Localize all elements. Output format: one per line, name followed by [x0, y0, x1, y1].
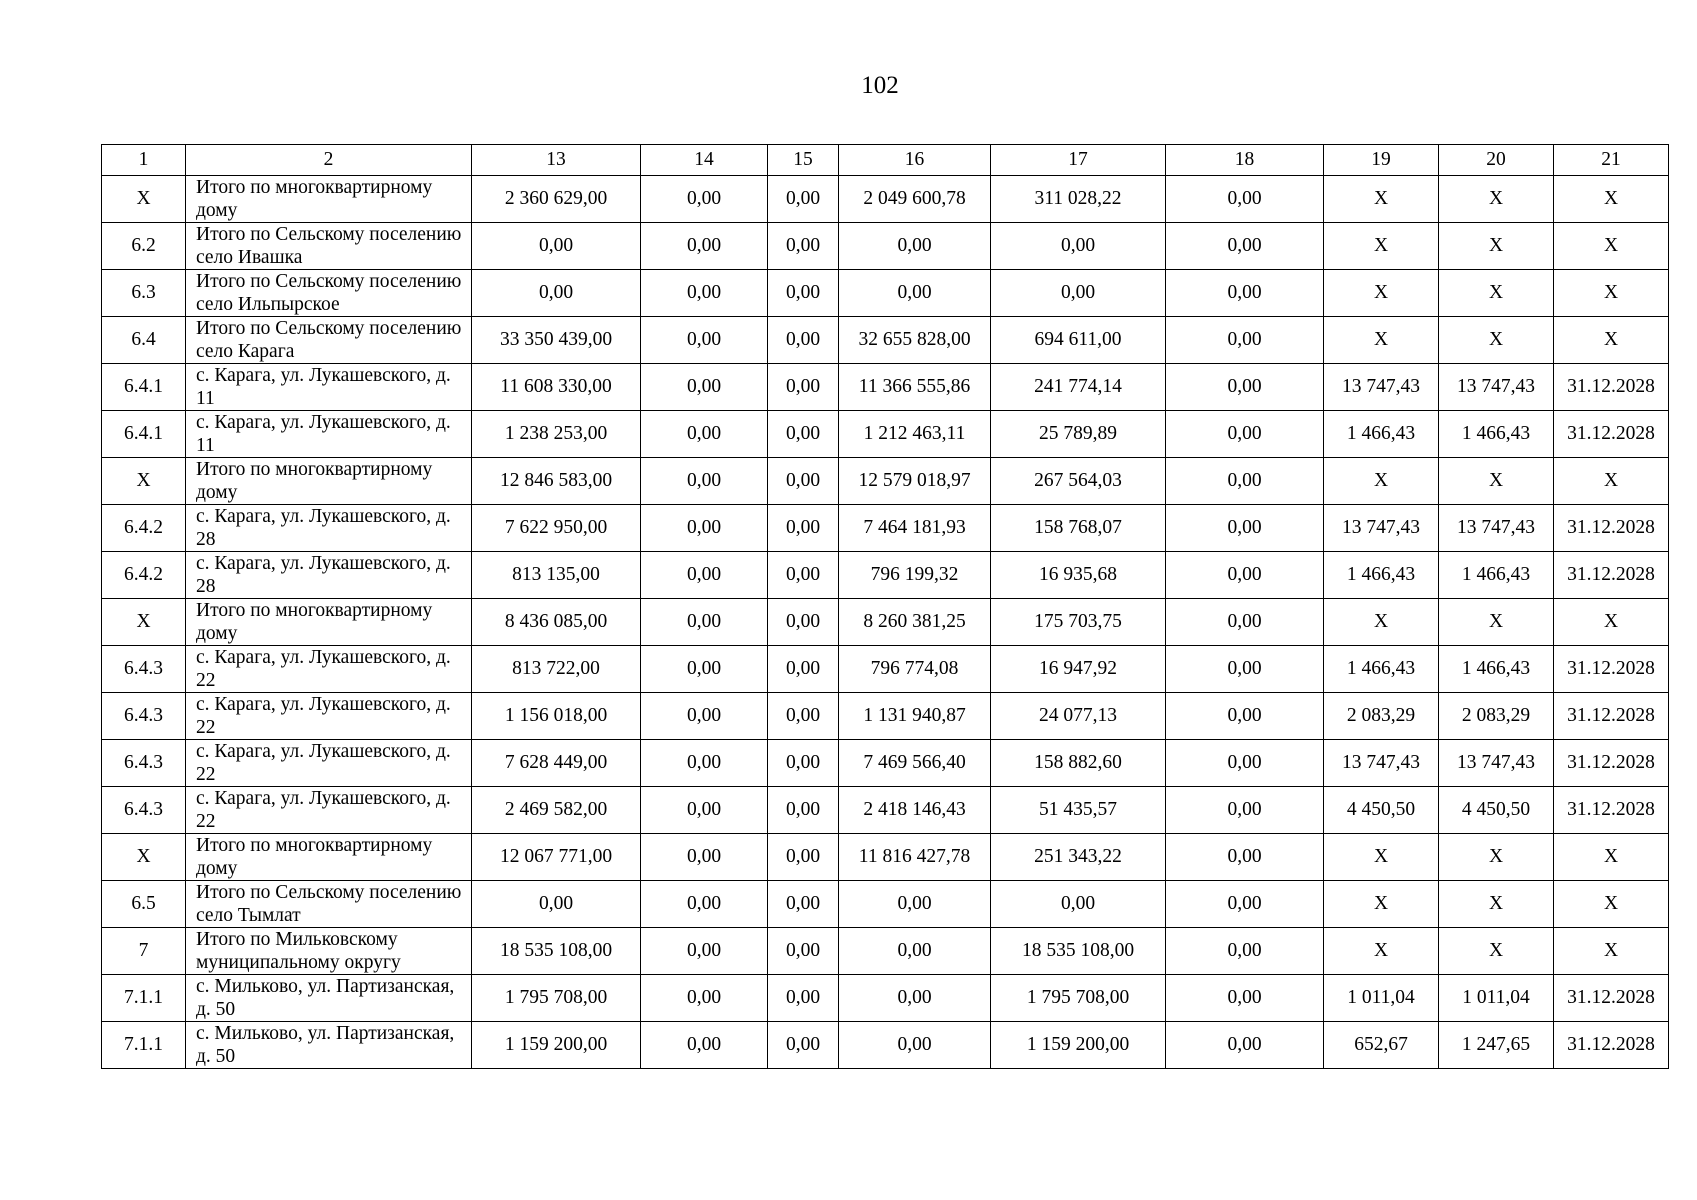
col17-cell: 18 535 108,00 [991, 928, 1166, 975]
row-number-cell: 6.4.3 [102, 787, 186, 834]
col18-cell: 0,00 [1166, 458, 1324, 505]
col21-cell: Х [1554, 458, 1669, 505]
col21-cell: 31.12.2028 [1554, 411, 1669, 458]
col16-cell: 12 579 018,97 [839, 458, 991, 505]
name-cell: с. Карага, ул. Лукашевского, д. 28 [186, 552, 472, 599]
col18-cell: 0,00 [1166, 693, 1324, 740]
col17-cell: 0,00 [991, 881, 1166, 928]
col16-cell: 796 774,08 [839, 646, 991, 693]
header-cell: 17 [991, 145, 1166, 176]
col14-cell: 0,00 [641, 317, 768, 364]
col15-cell: 0,00 [768, 646, 839, 693]
col19-cell: 1 466,43 [1324, 552, 1439, 599]
col18-cell: 0,00 [1166, 646, 1324, 693]
col20-cell: Х [1439, 270, 1554, 317]
col21-cell: Х [1554, 599, 1669, 646]
col19-cell: Х [1324, 599, 1439, 646]
col16-cell: 0,00 [839, 881, 991, 928]
col19-cell: Х [1324, 317, 1439, 364]
table-row [102, 787, 1669, 834]
col20-cell: 13 747,43 [1439, 364, 1554, 411]
col16-cell: 1 212 463,11 [839, 411, 991, 458]
col14-cell: 0,00 [641, 646, 768, 693]
row-number-cell: Х [102, 599, 186, 646]
row-number-cell: 7.1.1 [102, 975, 186, 1022]
col15-cell: 0,00 [768, 975, 839, 1022]
name-cell: Итого по многоквартирному дому [186, 458, 472, 505]
header-cell: 16 [839, 145, 991, 176]
col14-cell: 0,00 [641, 975, 768, 1022]
name-cell: с. Карага, ул. Лукашевского, д. 11 [186, 364, 472, 411]
name-cell: Итого по Сельскому поселению село Тымлат [186, 881, 472, 928]
table-row [102, 881, 1669, 928]
col19-cell: Х [1324, 834, 1439, 881]
col14-cell: 0,00 [641, 787, 768, 834]
col15-cell: 0,00 [768, 364, 839, 411]
col15-cell: 0,00 [768, 552, 839, 599]
col13-cell: 18 535 108,00 [472, 928, 641, 975]
row-number-cell: Х [102, 458, 186, 505]
row-number-cell: 7.1.1 [102, 1022, 186, 1069]
header-cell: 2 [186, 145, 472, 176]
col13-cell: 2 469 582,00 [472, 787, 641, 834]
col21-cell: 31.12.2028 [1554, 364, 1669, 411]
col14-cell: 0,00 [641, 270, 768, 317]
name-cell: с. Мильково, ул. Партизанская, д. 50 [186, 1022, 472, 1069]
col18-cell: 0,00 [1166, 411, 1324, 458]
col20-cell: 1 466,43 [1439, 646, 1554, 693]
row-number-cell: 6.3 [102, 270, 186, 317]
col21-cell: Х [1554, 834, 1669, 881]
col13-cell: 12 846 583,00 [472, 458, 641, 505]
col17-cell: 51 435,57 [991, 787, 1166, 834]
col16-cell: 0,00 [839, 270, 991, 317]
col15-cell: 0,00 [768, 176, 839, 223]
col18-cell: 0,00 [1166, 364, 1324, 411]
col20-cell: 1 011,04 [1439, 975, 1554, 1022]
col15-cell: 0,00 [768, 270, 839, 317]
col20-cell: Х [1439, 223, 1554, 270]
col19-cell: Х [1324, 270, 1439, 317]
col20-cell: 2 083,29 [1439, 693, 1554, 740]
data-table [101, 144, 1669, 1069]
name-cell: Итого по Сельскому поселению село Карага [186, 317, 472, 364]
col16-cell: 0,00 [839, 223, 991, 270]
table-row [102, 740, 1669, 787]
name-cell: с. Карага, ул. Лукашевского, д. 22 [186, 646, 472, 693]
col20-cell: Х [1439, 881, 1554, 928]
col18-cell: 0,00 [1166, 552, 1324, 599]
col13-cell: 0,00 [472, 223, 641, 270]
name-cell: с. Карага, ул. Лукашевского, д. 22 [186, 693, 472, 740]
col19-cell: Х [1324, 458, 1439, 505]
col15-cell: 0,00 [768, 928, 839, 975]
col14-cell: 0,00 [641, 223, 768, 270]
col14-cell: 0,00 [641, 740, 768, 787]
col13-cell: 813 135,00 [472, 552, 641, 599]
col13-cell: 0,00 [472, 270, 641, 317]
col21-cell: 31.12.2028 [1554, 693, 1669, 740]
col19-cell: Х [1324, 928, 1439, 975]
row-number-cell: 7 [102, 928, 186, 975]
col15-cell: 0,00 [768, 881, 839, 928]
name-cell: Итого по Сельскому поселению село Ильпырское [186, 270, 472, 317]
col20-cell: Х [1439, 317, 1554, 364]
header-cell: 20 [1439, 145, 1554, 176]
col16-cell: 11 366 555,86 [839, 364, 991, 411]
col16-cell: 8 260 381,25 [839, 599, 991, 646]
row-number-cell: 6.4 [102, 317, 186, 364]
col17-cell: 0,00 [991, 270, 1166, 317]
col17-cell: 175 703,75 [991, 599, 1166, 646]
col15-cell: 0,00 [768, 505, 839, 552]
name-cell: Итого по Сельскому поселению село Ивашка [186, 223, 472, 270]
col19-cell: 1 466,43 [1324, 411, 1439, 458]
table-row [102, 223, 1669, 270]
header-cell: 18 [1166, 145, 1324, 176]
col14-cell: 0,00 [641, 505, 768, 552]
col18-cell: 0,00 [1166, 176, 1324, 223]
table-row [102, 270, 1669, 317]
col18-cell: 0,00 [1166, 740, 1324, 787]
col18-cell: 0,00 [1166, 270, 1324, 317]
col19-cell: 13 747,43 [1324, 740, 1439, 787]
col20-cell: Х [1439, 458, 1554, 505]
col20-cell: 4 450,50 [1439, 787, 1554, 834]
col19-cell: 13 747,43 [1324, 505, 1439, 552]
name-cell: с. Карага, ул. Лукашевского, д. 22 [186, 740, 472, 787]
col13-cell: 2 360 629,00 [472, 176, 641, 223]
col13-cell: 7 628 449,00 [472, 740, 641, 787]
col21-cell: 31.12.2028 [1554, 646, 1669, 693]
col21-cell: 31.12.2028 [1554, 787, 1669, 834]
col18-cell: 0,00 [1166, 599, 1324, 646]
col16-cell: 2 418 146,43 [839, 787, 991, 834]
header-cell: 1 [102, 145, 186, 176]
col13-cell: 7 622 950,00 [472, 505, 641, 552]
row-number-cell: 6.4.2 [102, 505, 186, 552]
table-row [102, 1022, 1669, 1069]
col15-cell: 0,00 [768, 317, 839, 364]
col21-cell: 31.12.2028 [1554, 1022, 1669, 1069]
header-cell: 19 [1324, 145, 1439, 176]
col21-cell: 31.12.2028 [1554, 505, 1669, 552]
row-number-cell: 6.4.2 [102, 552, 186, 599]
col16-cell: 7 469 566,40 [839, 740, 991, 787]
col18-cell: 0,00 [1166, 317, 1324, 364]
col13-cell: 33 350 439,00 [472, 317, 641, 364]
header-cell: 13 [472, 145, 641, 176]
col17-cell: 24 077,13 [991, 693, 1166, 740]
name-cell: Итого по многоквартирному дому [186, 834, 472, 881]
col18-cell: 0,00 [1166, 975, 1324, 1022]
col15-cell: 0,00 [768, 1022, 839, 1069]
col21-cell: Х [1554, 881, 1669, 928]
col16-cell: 32 655 828,00 [839, 317, 991, 364]
name-cell: с. Карага, ул. Лукашевского, д. 28 [186, 505, 472, 552]
col17-cell: 311 028,22 [991, 176, 1166, 223]
col16-cell: 796 199,32 [839, 552, 991, 599]
col21-cell: 31.12.2028 [1554, 552, 1669, 599]
col16-cell: 7 464 181,93 [839, 505, 991, 552]
row-number-cell: 6.2 [102, 223, 186, 270]
col17-cell: 158 882,60 [991, 740, 1166, 787]
row-number-cell: 6.4.3 [102, 693, 186, 740]
table-row [102, 364, 1669, 411]
col19-cell: 1 011,04 [1324, 975, 1439, 1022]
col13-cell: 0,00 [472, 881, 641, 928]
col19-cell: Х [1324, 881, 1439, 928]
page-number: 102 [861, 72, 899, 99]
col21-cell: Х [1554, 223, 1669, 270]
col18-cell: 0,00 [1166, 1022, 1324, 1069]
header-cell: 21 [1554, 145, 1669, 176]
row-number-cell: Х [102, 834, 186, 881]
table-row [102, 317, 1669, 364]
row-number-cell: Х [102, 176, 186, 223]
col15-cell: 0,00 [768, 223, 839, 270]
col13-cell: 11 608 330,00 [472, 364, 641, 411]
col16-cell: 0,00 [839, 1022, 991, 1069]
name-cell: с. Мильково, ул. Партизанская, д. 50 [186, 975, 472, 1022]
col21-cell: 31.12.2028 [1554, 740, 1669, 787]
col17-cell: 1 795 708,00 [991, 975, 1166, 1022]
name-cell: Итого по многоквартирному дому [186, 599, 472, 646]
col16-cell: 0,00 [839, 928, 991, 975]
col17-cell: 16 935,68 [991, 552, 1166, 599]
table-header-row [102, 145, 1669, 176]
col21-cell: Х [1554, 928, 1669, 975]
col20-cell: 1 466,43 [1439, 552, 1554, 599]
col15-cell: 0,00 [768, 740, 839, 787]
col16-cell: 11 816 427,78 [839, 834, 991, 881]
name-cell: Итого по многоквартирному дому [186, 176, 472, 223]
table-row [102, 552, 1669, 599]
name-cell: Итого по Мильковскому муниципальному округу [186, 928, 472, 975]
col14-cell: 0,00 [641, 928, 768, 975]
col14-cell: 0,00 [641, 881, 768, 928]
col20-cell: 13 747,43 [1439, 505, 1554, 552]
row-number-cell: 6.4.3 [102, 646, 186, 693]
col20-cell: 1 247,65 [1439, 1022, 1554, 1069]
col15-cell: 0,00 [768, 458, 839, 505]
col14-cell: 0,00 [641, 693, 768, 740]
col17-cell: 158 768,07 [991, 505, 1166, 552]
col17-cell: 694 611,00 [991, 317, 1166, 364]
col20-cell: Х [1439, 599, 1554, 646]
table-row [102, 458, 1669, 505]
col17-cell: 251 343,22 [991, 834, 1166, 881]
table-row [102, 599, 1669, 646]
col14-cell: 0,00 [641, 364, 768, 411]
col13-cell: 1 795 708,00 [472, 975, 641, 1022]
col17-cell: 0,00 [991, 223, 1166, 270]
col20-cell: 13 747,43 [1439, 740, 1554, 787]
col19-cell: 2 083,29 [1324, 693, 1439, 740]
col15-cell: 0,00 [768, 693, 839, 740]
row-number-cell: 6.4.1 [102, 411, 186, 458]
col18-cell: 0,00 [1166, 928, 1324, 975]
col15-cell: 0,00 [768, 599, 839, 646]
col17-cell: 16 947,92 [991, 646, 1166, 693]
col18-cell: 0,00 [1166, 505, 1324, 552]
name-cell: с. Карага, ул. Лукашевского, д. 11 [186, 411, 472, 458]
row-number-cell: 6.4.3 [102, 740, 186, 787]
col21-cell: Х [1554, 270, 1669, 317]
col13-cell: 1 156 018,00 [472, 693, 641, 740]
col13-cell: 813 722,00 [472, 646, 641, 693]
col21-cell: Х [1554, 317, 1669, 364]
table-row [102, 928, 1669, 975]
col16-cell: 1 131 940,87 [839, 693, 991, 740]
col16-cell: 2 049 600,78 [839, 176, 991, 223]
col20-cell: 1 466,43 [1439, 411, 1554, 458]
col16-cell: 0,00 [839, 975, 991, 1022]
table-row [102, 411, 1669, 458]
col19-cell: 13 747,43 [1324, 364, 1439, 411]
col13-cell: 8 436 085,00 [472, 599, 641, 646]
col14-cell: 0,00 [641, 599, 768, 646]
col13-cell: 1 238 253,00 [472, 411, 641, 458]
name-cell: с. Карага, ул. Лукашевского, д. 22 [186, 787, 472, 834]
table-row [102, 176, 1669, 223]
col17-cell: 241 774,14 [991, 364, 1166, 411]
col19-cell: Х [1324, 176, 1439, 223]
col17-cell: 267 564,03 [991, 458, 1166, 505]
table-row [102, 505, 1669, 552]
col14-cell: 0,00 [641, 1022, 768, 1069]
col18-cell: 0,00 [1166, 223, 1324, 270]
col21-cell: 31.12.2028 [1554, 975, 1669, 1022]
col14-cell: 0,00 [641, 834, 768, 881]
col15-cell: 0,00 [768, 787, 839, 834]
col15-cell: 0,00 [768, 834, 839, 881]
col19-cell: 1 466,43 [1324, 646, 1439, 693]
col17-cell: 1 159 200,00 [991, 1022, 1166, 1069]
table-row [102, 646, 1669, 693]
header-cell: 15 [768, 145, 839, 176]
col19-cell: Х [1324, 223, 1439, 270]
col19-cell: 4 450,50 [1324, 787, 1439, 834]
col17-cell: 25 789,89 [991, 411, 1166, 458]
col13-cell: 12 067 771,00 [472, 834, 641, 881]
row-number-cell: 6.5 [102, 881, 186, 928]
col18-cell: 0,00 [1166, 787, 1324, 834]
row-number-cell: 6.4.1 [102, 364, 186, 411]
col19-cell: 652,67 [1324, 1022, 1439, 1069]
table-row [102, 975, 1669, 1022]
col20-cell: Х [1439, 928, 1554, 975]
col18-cell: 0,00 [1166, 881, 1324, 928]
col15-cell: 0,00 [768, 411, 839, 458]
col14-cell: 0,00 [641, 552, 768, 599]
col18-cell: 0,00 [1166, 834, 1324, 881]
col14-cell: 0,00 [641, 411, 768, 458]
col13-cell: 1 159 200,00 [472, 1022, 641, 1069]
col21-cell: Х [1554, 176, 1669, 223]
table-row [102, 834, 1669, 881]
col14-cell: 0,00 [641, 458, 768, 505]
header-cell: 14 [641, 145, 768, 176]
col20-cell: Х [1439, 176, 1554, 223]
col20-cell: Х [1439, 834, 1554, 881]
col14-cell: 0,00 [641, 176, 768, 223]
table-row [102, 693, 1669, 740]
